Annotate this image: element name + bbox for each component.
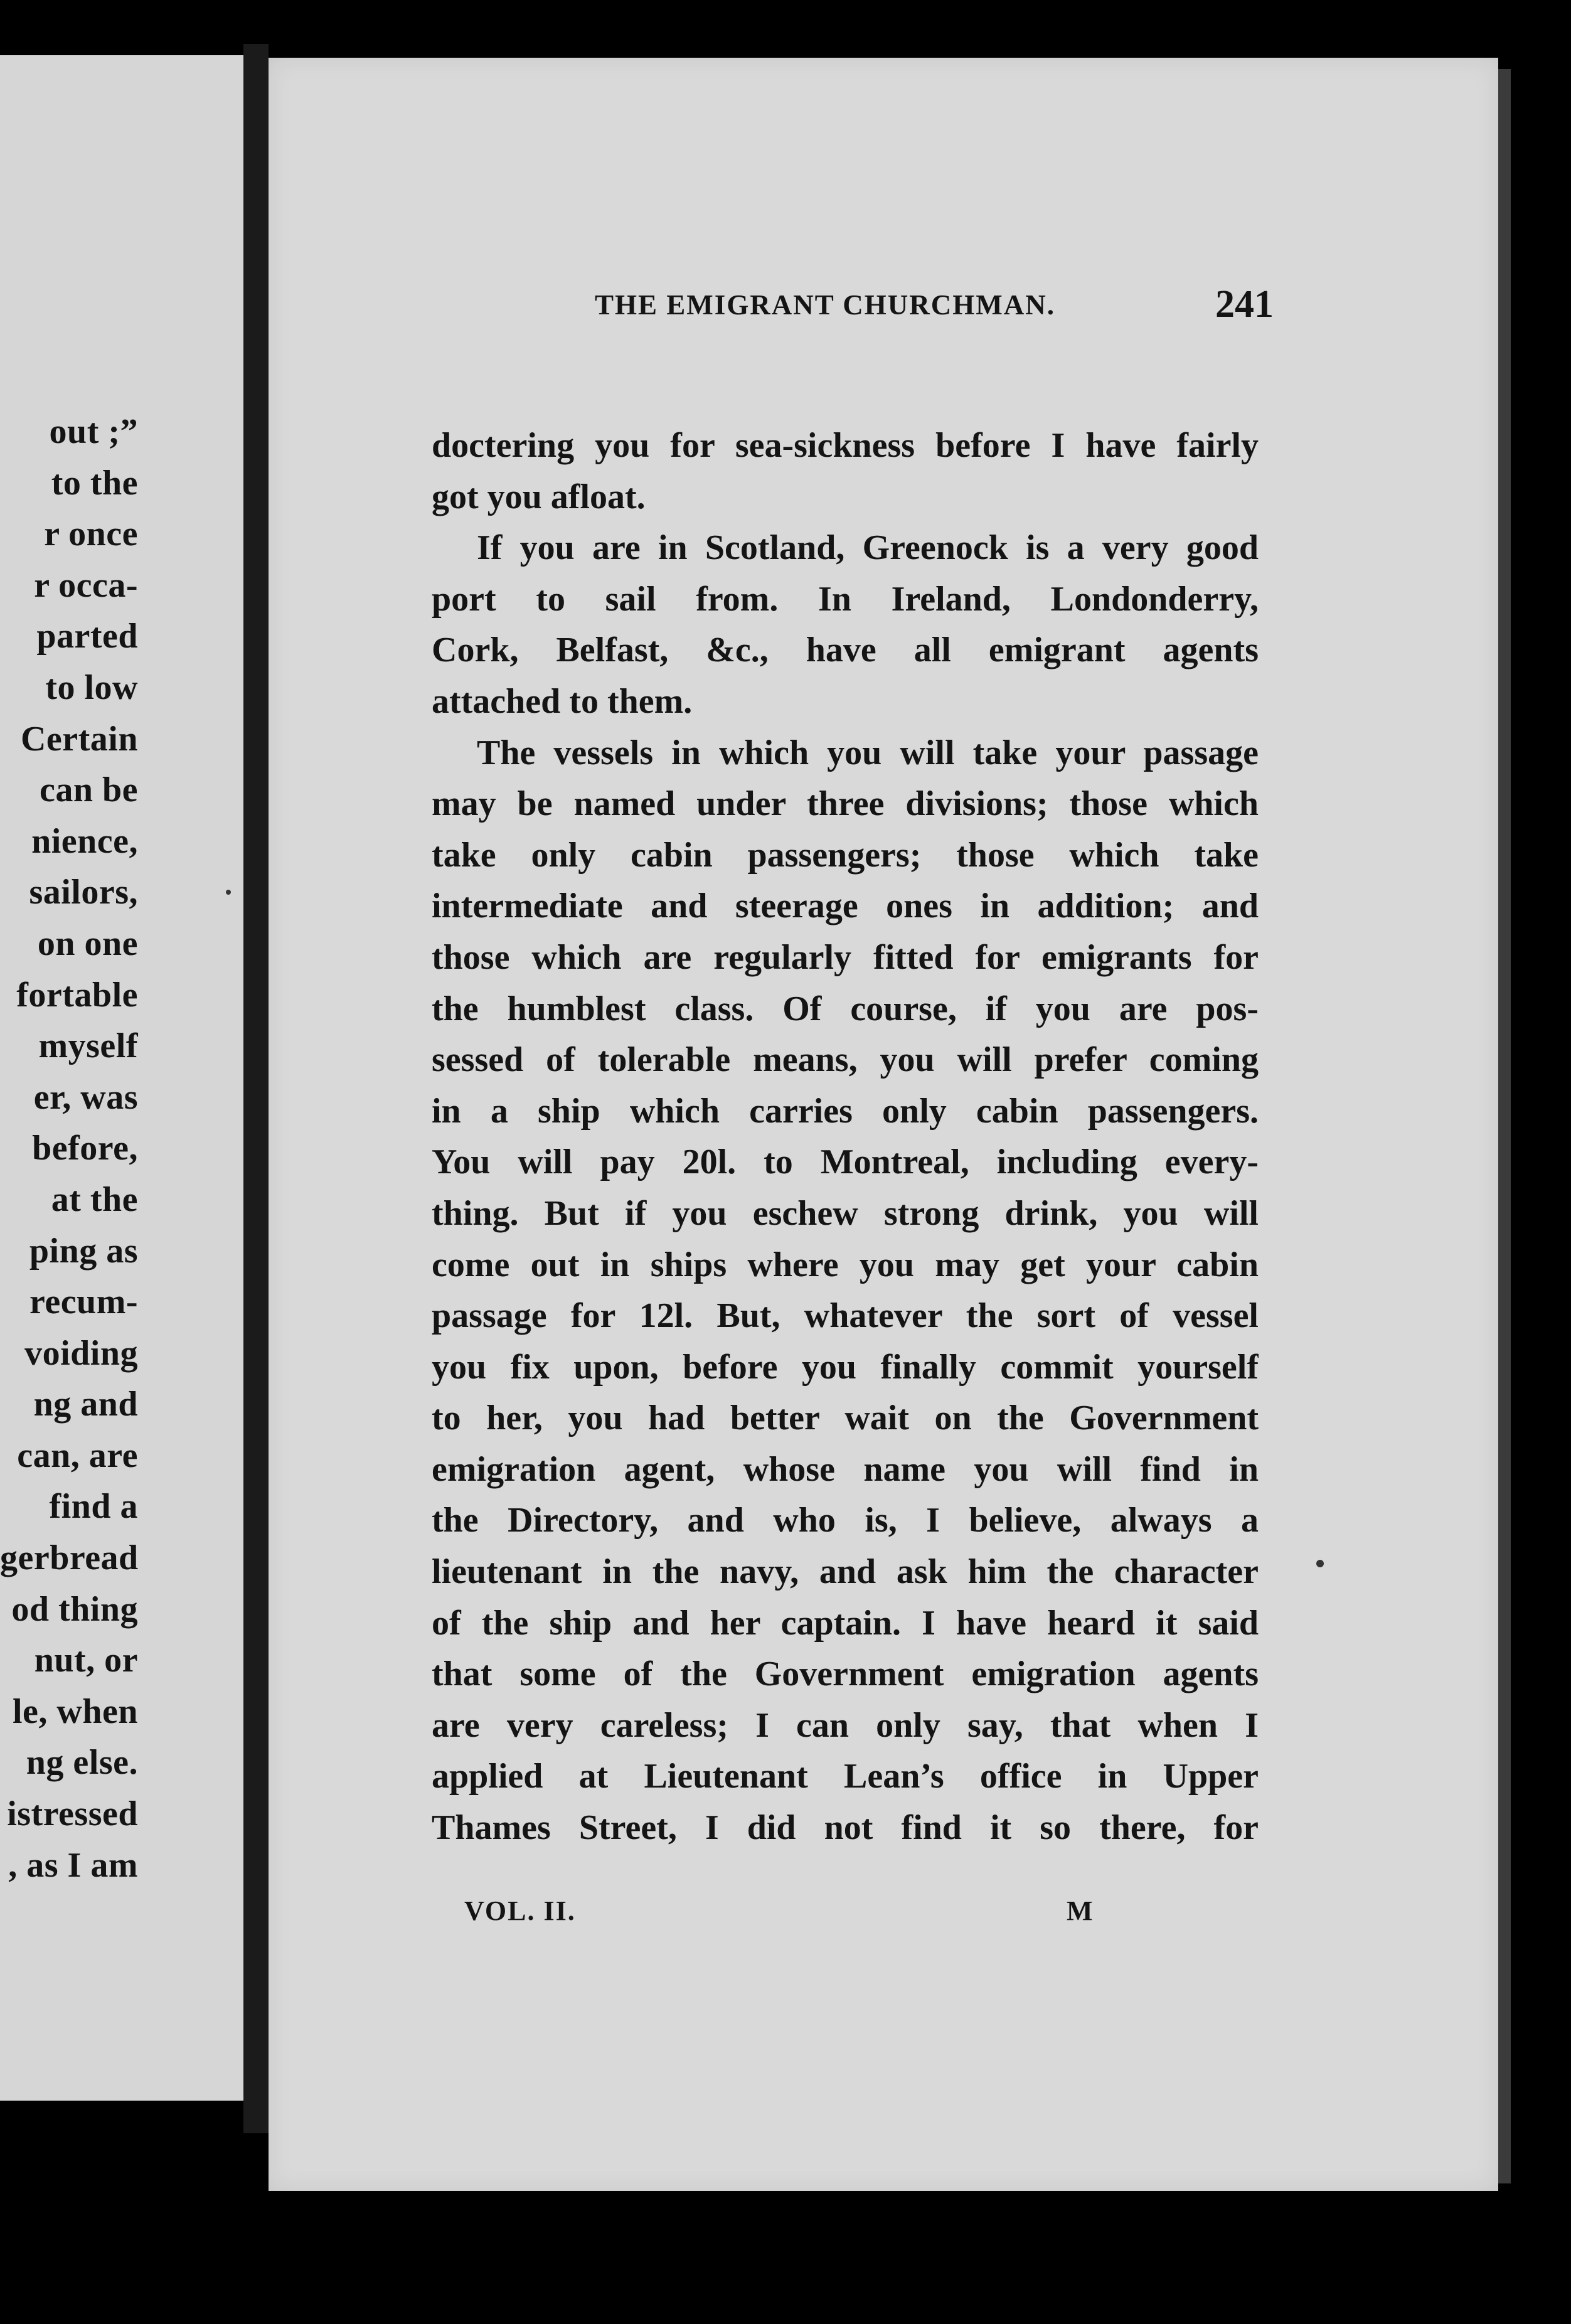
page-footer <box>464 1895 1092 1932</box>
text-line: those which are regularly fitted for emigrants for <box>432 937 1259 977</box>
left-fragment: to low <box>45 668 138 707</box>
left-fragment: r once <box>44 514 138 554</box>
page-edge <box>1498 69 1511 2183</box>
left-fragment: before, <box>32 1129 138 1168</box>
left-fragment: ng and <box>33 1385 138 1424</box>
left-fragment: parted <box>36 617 138 656</box>
page-number: 241 <box>1215 283 1274 326</box>
volume-label: VOL. II. <box>464 1895 576 1926</box>
text-line: you fix upon, before you finally commit yourself <box>432 1347 1259 1387</box>
left-fragment: ping as <box>29 1231 138 1271</box>
text-line: doctering you for sea-sickness before I have fairly <box>432 426 1259 465</box>
left-fragment: istressed <box>7 1794 138 1834</box>
running-head: THE EMIGRANT CHURCHMAN. <box>595 289 1055 321</box>
left-fragment: nience, <box>31 821 138 861</box>
text-line: You will pay 20l. to Montreal, including every- <box>432 1143 1259 1182</box>
left-fragment: Certain <box>20 719 138 759</box>
text-line: take only cabin passengers; those which take <box>432 835 1259 875</box>
left-fragment: can be <box>40 770 138 810</box>
left-fragment: nut, or <box>34 1641 138 1680</box>
left-page-text-fragments <box>0 407 243 1975</box>
left-fragment: on one <box>37 924 138 963</box>
text-line: emigration agent, whose name you will find in <box>432 1449 1259 1489</box>
left-fragment: r occa- <box>34 565 138 605</box>
text-line: of the ship and her captain. I have heard it said <box>432 1603 1259 1643</box>
left-fragment: can, are <box>17 1436 138 1475</box>
left-page <box>0 55 247 2101</box>
left-fragment: find a <box>49 1487 138 1527</box>
text-line: passage for 12l. But, whatever the sort of vessel <box>432 1296 1259 1336</box>
left-fragment: voiding <box>24 1333 138 1373</box>
text-line: attached to them. <box>432 681 693 721</box>
text-line: in a ship which carries only cabin passengers. <box>432 1091 1259 1131</box>
text-line: If you are in Scotland, Greenock is a very good <box>477 528 1259 568</box>
left-fragment: ng else. <box>26 1743 138 1783</box>
text-line: that some of the Government emigration agents <box>432 1655 1259 1694</box>
text-line: intermediate and steerage ones in addition; and <box>432 887 1259 926</box>
text-line: got you afloat. <box>432 477 646 516</box>
left-fragment: sailors, <box>29 873 138 912</box>
text-line: Cork, Belfast, &c., have all emigrant agents <box>432 631 1259 670</box>
left-fragment: le, when <box>13 1692 138 1731</box>
paper-speck <box>226 890 231 895</box>
text-line: thing. But if you eschew strong drink, you will <box>432 1193 1259 1233</box>
left-fragment: er, was <box>33 1077 138 1117</box>
page-header <box>333 282 1274 345</box>
text-line: may be named under three divisions; those which <box>432 784 1259 824</box>
left-fragment: , as I am <box>8 1845 138 1885</box>
text-line: sessed of tolerable means, you will prefer coming <box>432 1040 1259 1080</box>
left-fragment: fortable <box>16 975 138 1015</box>
left-fragment: recum- <box>29 1282 138 1322</box>
body-text <box>432 420 1259 1854</box>
left-fragment: at the <box>51 1180 138 1219</box>
paper-speck <box>1316 1560 1324 1567</box>
left-fragment: od thing <box>11 1589 138 1629</box>
text-line: the Directory, and who is, I believe, always a <box>432 1501 1259 1540</box>
book-gutter <box>243 44 269 2133</box>
text-line: are very careless; I can only say, that when I <box>432 1705 1259 1745</box>
text-line: lieutenant in the navy, and ask him the character <box>432 1552 1259 1592</box>
left-fragment: out ;” <box>49 412 138 451</box>
text-line: The vessels in which you will take your passage <box>477 733 1259 772</box>
left-fragment: myself <box>38 1026 138 1066</box>
left-fragment: to the <box>51 463 138 503</box>
text-line: to her, you had better wait on the Government <box>432 1399 1259 1438</box>
text-line: come out in ships where you may get your cabin <box>432 1245 1259 1284</box>
signature-mark: M <box>1067 1895 1093 1926</box>
text-line: applied at Lieutenant Lean’s office in Upper <box>432 1757 1259 1796</box>
text-line: the humblest class. Of course, if you are pos- <box>432 989 1259 1028</box>
text-line: port to sail from. In Ireland, Londonderry, <box>432 579 1259 619</box>
text-line: Thames Street, I did not find it so there, for <box>432 1808 1259 1848</box>
left-fragment: gerbread <box>0 1538 139 1578</box>
